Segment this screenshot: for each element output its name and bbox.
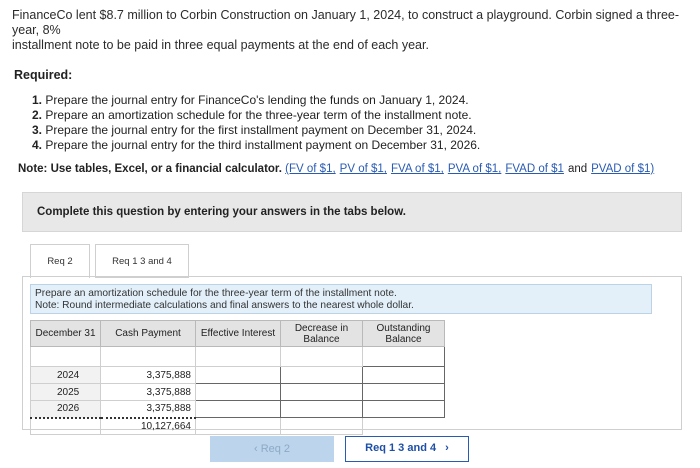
total-label-cell <box>31 418 101 435</box>
total-decrease-cell <box>281 418 363 435</box>
prev-label: Req 2 <box>260 443 291 455</box>
table-row <box>31 384 445 401</box>
instructions-line-1: Prepare an amortization schedule for the three-year term of the installment note. <box>35 288 397 299</box>
total-cash-payment: 10,127,664 <box>101 418 196 435</box>
decrease-in-balance-input[interactable] <box>281 401 363 418</box>
prev-button[interactable] <box>210 436 334 462</box>
year-cell <box>31 347 101 367</box>
link-pvad[interactable]: PVAD of $1) <box>591 163 655 175</box>
outstanding-balance-input[interactable] <box>363 367 445 384</box>
problem-statement <box>12 8 696 53</box>
requirement-item: 3. Prepare the journal entry for the first installment payment on December 31, 2024. <box>32 123 477 137</box>
instruction-banner <box>22 192 682 232</box>
outstanding-balance-input[interactable] <box>363 384 445 401</box>
next-label: Req 1 3 and 4 <box>365 442 437 454</box>
header-december-31: December 31 <box>31 321 101 347</box>
note-text: Note: Use tables, Excel, or a financial calculator. <box>18 163 282 175</box>
header-outstanding-balance: Outstanding Balance <box>363 321 445 347</box>
table-row-initial <box>31 347 445 367</box>
instructions-line-2: Note: Round intermediate calculations and final answers to the nearest whole dollar. <box>35 300 414 311</box>
note-and: and <box>567 163 588 175</box>
decrease-in-balance-input[interactable] <box>281 384 363 401</box>
requirement-item: 1. Prepare the journal entry for FinanceCo's lending the funds on January 1, 2024. <box>32 93 469 107</box>
total-interest-cell <box>196 418 281 435</box>
year-cell: 2025 <box>31 384 101 401</box>
chevron-right-icon: › <box>445 442 449 454</box>
chevron-left-icon: ‹ <box>253 443 258 455</box>
problem-line-1: FinanceCo lent $8.7 million to Corbin Construction on January 1, 2024, to construct a playground. Corbin signed a three-year, 8% <box>12 8 680 37</box>
total-balance-cell <box>363 418 445 435</box>
tab-req-2[interactable]: Req 2 <box>30 244 90 278</box>
link-fva[interactable]: FVA of $1, <box>390 163 444 175</box>
cash-payment-cell: 3,375,888 <box>101 401 196 418</box>
cash-payment-cell: 3,375,888 <box>101 384 196 401</box>
header-decrease-in-balance: Decrease in Balance <box>281 321 363 347</box>
decrease-in-balance-input[interactable] <box>281 367 363 384</box>
cash-payment-cell: 3,375,888 <box>101 367 196 384</box>
effective-interest-input[interactable] <box>196 401 281 418</box>
amortization-table <box>30 320 445 435</box>
requirements-list <box>32 93 480 153</box>
required-heading: Required: <box>14 68 73 82</box>
header-effective-interest: Effective Interest <box>196 321 281 347</box>
table-row <box>31 367 445 384</box>
problem-line-2: installment note to be paid in three equal payments at the end of each year. <box>12 38 429 52</box>
next-button[interactable] <box>345 436 469 462</box>
effective-interest-input[interactable] <box>196 367 281 384</box>
table-header-row <box>31 321 445 347</box>
tab-req-1-3-4[interactable]: Req 1 3 and 4 <box>95 244 189 278</box>
requirement-item: 4. Prepare the journal entry for the third installment payment on December 31, 2026. <box>32 138 481 152</box>
header-cash-payment: Cash Payment <box>101 321 196 347</box>
tab-bar <box>22 244 682 276</box>
year-cell: 2024 <box>31 367 101 384</box>
link-fvad[interactable]: FVAD of $1 <box>505 163 564 175</box>
outstanding-balance-input[interactable] <box>363 401 445 418</box>
table-total-row <box>31 418 445 435</box>
link-pv[interactable]: PV of $1, <box>339 163 387 175</box>
link-fv[interactable]: (FV of $1, <box>285 163 336 175</box>
banner-text: Complete this question by entering your answers in the tabs below. <box>37 206 406 218</box>
decrease-cell <box>281 347 363 367</box>
table-row <box>31 401 445 418</box>
effective-interest-input[interactable] <box>196 384 281 401</box>
note-line <box>18 163 658 175</box>
interest-cell <box>196 347 281 367</box>
link-pva[interactable]: PVA of $1, <box>447 163 502 175</box>
year-cell: 2026 <box>31 401 101 418</box>
outstanding-balance-input[interactable] <box>363 347 445 367</box>
cash-cell <box>101 347 196 367</box>
instructions-box <box>30 284 652 314</box>
requirement-item: 2. Prepare an amortization schedule for the three-year term of the installment note. <box>32 108 472 122</box>
